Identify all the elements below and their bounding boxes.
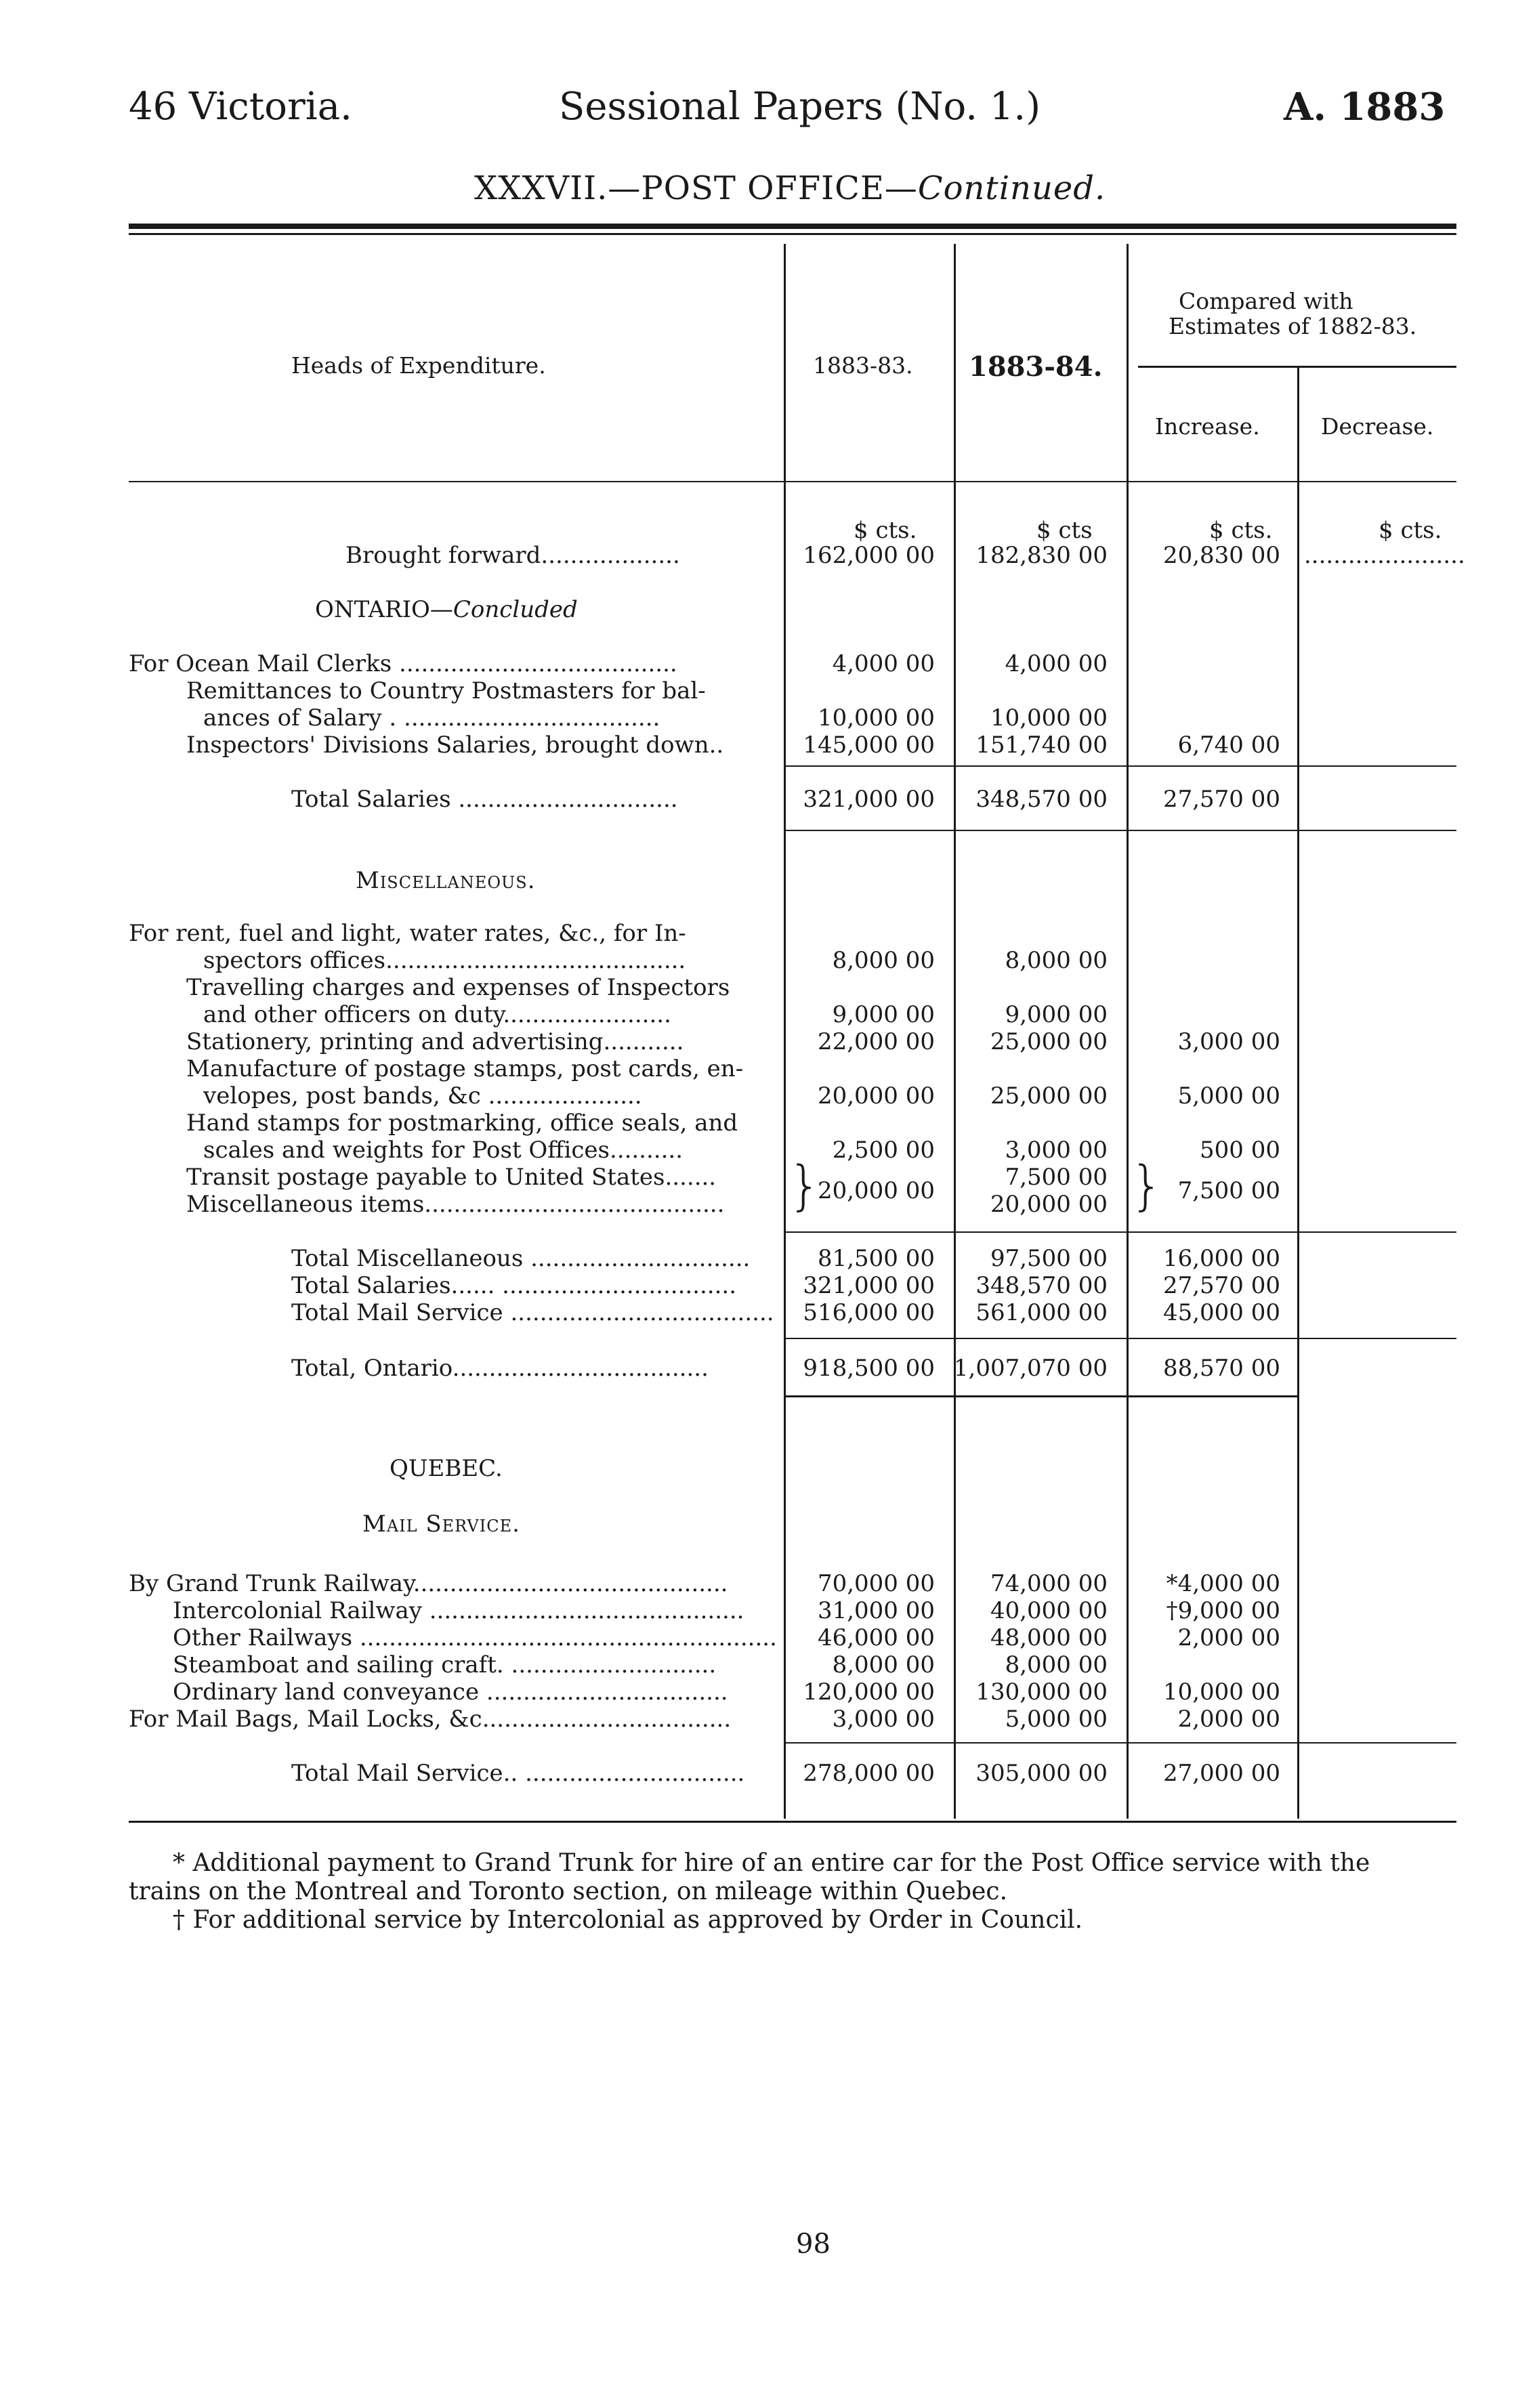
- transit-postage-1883-84: 7,500 00: [1005, 1164, 1108, 1191]
- quebec-heading: QUEBEC.: [390, 1455, 503, 1482]
- brace-1883-83: }: [788, 1156, 822, 1217]
- top-rule-thin: [129, 233, 1456, 235]
- total-ontario-increase: 88,570 00: [1162, 1355, 1280, 1382]
- total-ontario-1883-83: 918,500 00: [803, 1355, 935, 1382]
- transit-misc-combined-1883-83: 20,000 00: [817, 1177, 935, 1204]
- total-ontario-rule-bottom: [786, 1395, 1297, 1397]
- hand-stamps-1883-84: 3,000 00: [1005, 1137, 1108, 1164]
- inspectors-divisions-label: Inspectors' Divisions Salaries, brought down..: [186, 732, 724, 759]
- grand-trunk-1883-83: 70,000 00: [817, 1570, 935, 1597]
- grand-trunk-label: By Grand Trunk Railway...........................................: [129, 1570, 728, 1597]
- other-railways-1883-83: 46,000 00: [817, 1624, 935, 1651]
- total-salaries-increase: 27,570 00: [1162, 786, 1280, 813]
- inspectors-divisions-1883-84: 151,740 00: [975, 732, 1108, 759]
- bottom-rule: [129, 1821, 1456, 1823]
- stationery-1883-84: 25,000 00: [990, 1028, 1108, 1055]
- compared-with-heading: Compared with: [1179, 288, 1353, 314]
- total-mail-service-ontario-label: Total Mail Service ....................................: [291, 1299, 774, 1326]
- other-railways-label: Other Railways .........................................................: [173, 1624, 777, 1651]
- miscellaneous-items-label: Miscellaneous items.........................................: [186, 1191, 725, 1218]
- mail-service-heading: Mail Service.: [362, 1511, 520, 1538]
- steamboat-label: Steamboat and sailing craft. ............................: [173, 1651, 717, 1678]
- postage-stamps-increase: 5,000 00: [1177, 1082, 1280, 1110]
- footnote-dagger: † For additional service by Intercolonial as approved by Order in Council.: [173, 1906, 1083, 1934]
- total-mail-service-ontario-1883-84: 561,000 00: [975, 1299, 1108, 1326]
- estimates-heading: Estimates of 1882-83.: [1169, 313, 1417, 339]
- misc-totals-rule-top: [786, 1231, 1456, 1233]
- footnote-star-line1: * Additional payment to Grand Trunk for hire of an entire car for the Post Office service with the: [173, 1849, 1370, 1877]
- travelling-1883-84: 9,000 00: [1005, 1001, 1108, 1028]
- header-session: 46 Victoria.: [129, 85, 352, 129]
- quebec-total-rule-top: [786, 1742, 1456, 1744]
- total-ontario-1883-84: 1,007,070 00: [953, 1355, 1108, 1382]
- postage-stamps-label-line2: velopes, post bands, &c .....................: [203, 1082, 642, 1110]
- remittances-label-line2: ances of Salary . ...................................: [203, 704, 660, 732]
- decrease-heading: Decrease.: [1321, 413, 1434, 440]
- increase-heading: Increase.: [1155, 413, 1260, 440]
- column-rule-4: [1297, 366, 1299, 1819]
- total-ontario-rule-top: [786, 1338, 1456, 1339]
- total-mail-service-ontario-increase: 45,000 00: [1162, 1299, 1280, 1326]
- mail-bags-1883-84: 5,000 00: [1005, 1706, 1108, 1733]
- inspectors-divisions-1883-83: 145,000 00: [803, 732, 935, 759]
- other-railways-1883-84: 48,000 00: [990, 1624, 1108, 1651]
- inspectors-divisions-increase: 6,740 00: [1177, 732, 1280, 759]
- postage-stamps-1883-84: 25,000 00: [990, 1082, 1108, 1110]
- total-salaries-rule-top: [786, 765, 1456, 767]
- page-number: 98: [796, 2229, 830, 2260]
- ocean-mail-clerks-label: For Ocean Mail Clerks ......................................: [129, 650, 677, 677]
- currency-label-decrease: $ cts.: [1379, 517, 1442, 544]
- travelling-label-line1: Travelling charges and expenses of Inspectors: [186, 974, 730, 1001]
- brought-forward-decrease: ......................: [1304, 542, 1465, 569]
- mail-bags-label: For Mail Bags, Mail Locks, &c..................................: [129, 1706, 732, 1733]
- ontario-concluded-heading: ONTARIO—Concluded: [315, 596, 578, 623]
- postage-stamps-label-line1: Manufacture of postage stamps, post cards, en-: [186, 1055, 744, 1082]
- transit-postage-label: Transit postage payable to United States.......: [186, 1164, 717, 1191]
- transit-misc-combined-increase: 7,500 00: [1177, 1177, 1280, 1204]
- remittances-1883-83: 10,000 00: [817, 704, 935, 732]
- rent-fuel-1883-83: 8,000 00: [832, 947, 935, 974]
- land-conveyance-1883-83: 120,000 00: [803, 1678, 935, 1706]
- land-conveyance-1883-84: 130,000 00: [975, 1678, 1108, 1706]
- page-subtitle: [474, 169, 1106, 207]
- misc-total-salaries-1883-84: 348,570 00: [975, 1272, 1108, 1299]
- brought-forward-increase: 20,830 00: [1162, 542, 1280, 569]
- hand-stamps-label-line2: scales and weights for Post Offices..........: [203, 1137, 684, 1164]
- column-rule-2: [954, 244, 956, 1819]
- header-year: A. 1883: [1284, 85, 1446, 129]
- total-miscellaneous-1883-83: 81,500 00: [817, 1245, 935, 1272]
- steamboat-1883-83: 8,000 00: [832, 1651, 935, 1678]
- brought-forward-1883-84: 182,830 00: [975, 542, 1108, 569]
- mail-bags-increase: 2,000 00: [1177, 1706, 1280, 1733]
- mail-bags-1883-83: 3,000 00: [832, 1706, 935, 1733]
- grand-trunk-increase: *4,000 00: [1166, 1570, 1280, 1597]
- intercolonial-1883-83: 31,000 00: [817, 1597, 935, 1624]
- currency-label-col2: $ cts: [1036, 517, 1093, 544]
- total-salaries-1883-83: 321,000 00: [803, 786, 935, 813]
- hand-stamps-increase: 500 00: [1200, 1137, 1280, 1164]
- heads-of-expenditure-heading: Heads of Expenditure.: [291, 352, 546, 379]
- intercolonial-increase: †9,000 00: [1166, 1597, 1280, 1624]
- subtitle-continued: Continued.: [917, 169, 1106, 207]
- stationery-increase: 3,000 00: [1177, 1028, 1280, 1055]
- currency-label-col1: $ cts.: [854, 517, 917, 544]
- ocean-mail-clerks-1883-84: 4,000 00: [1005, 650, 1108, 677]
- brought-forward-1883-83: 162,000 00: [803, 542, 935, 569]
- miscellaneous-items-1883-84: 20,000 00: [990, 1191, 1108, 1218]
- total-salaries-rule-bottom: [786, 830, 1456, 831]
- header-sessional-papers: Sessional Papers (No. 1.): [559, 85, 1041, 129]
- total-mail-service-quebec-increase: 27,000 00: [1162, 1760, 1280, 1787]
- total-miscellaneous-label: Total Miscellaneous ..............................: [291, 1245, 751, 1272]
- footnote-star-line2: trains on the Montreal and Toronto section, on mileage within Quebec.: [129, 1878, 1008, 1905]
- postage-stamps-1883-83: 20,000 00: [817, 1082, 935, 1110]
- total-mail-service-quebec-label: Total Mail Service.. ..............................: [291, 1760, 745, 1787]
- heading-underline: [129, 481, 1456, 482]
- ocean-mail-clerks-1883-83: 4,000 00: [832, 650, 935, 677]
- hand-stamps-1883-83: 2,500 00: [832, 1137, 935, 1164]
- remittances-1883-84: 10,000 00: [990, 704, 1108, 732]
- rent-fuel-1883-84: 8,000 00: [1005, 947, 1108, 974]
- other-railways-increase: 2,000 00: [1177, 1624, 1280, 1651]
- compared-rule: [1138, 366, 1456, 368]
- column-1883-84-heading: 1883-84.: [969, 351, 1103, 383]
- column-rule-1: [784, 244, 786, 1819]
- top-rule: [129, 224, 1456, 229]
- misc-total-salaries-label: Total Salaries...... ................................: [291, 1272, 737, 1299]
- grand-trunk-1883-84: 74,000 00: [990, 1570, 1108, 1597]
- rent-fuel-label-line1: For rent, fuel and light, water rates, &c., for In-: [129, 920, 686, 947]
- hand-stamps-label-line1: Hand stamps for postmarking, office seals, and: [186, 1110, 738, 1137]
- currency-label-increase: $ cts.: [1209, 517, 1273, 544]
- total-ontario-label: Total, Ontario...................................: [291, 1355, 709, 1382]
- total-miscellaneous-1883-84: 97,500 00: [990, 1245, 1108, 1272]
- brace-increase: }: [1130, 1156, 1164, 1217]
- land-conveyance-increase: 10,000 00: [1162, 1678, 1280, 1706]
- total-salaries-label: Total Salaries ..............................: [291, 786, 678, 813]
- steamboat-1883-84: 8,000 00: [1005, 1651, 1108, 1678]
- travelling-1883-83: 9,000 00: [832, 1001, 935, 1028]
- column-rule-3: [1127, 244, 1129, 1819]
- total-mail-service-quebec-1883-83: 278,000 00: [803, 1760, 935, 1787]
- intercolonial-label: Intercolonial Railway ...........................................: [173, 1597, 744, 1624]
- remittances-label-line1: Remittances to Country Postmasters for bal-: [186, 677, 706, 704]
- subtitle-main: XXXVII.—POST OFFICE—: [474, 169, 918, 207]
- miscellaneous-heading: Miscellaneous.: [356, 867, 536, 894]
- column-1883-83-heading: 1883-83.: [813, 352, 913, 379]
- misc-total-salaries-1883-83: 321,000 00: [803, 1272, 935, 1299]
- misc-total-salaries-increase: 27,570 00: [1162, 1272, 1280, 1299]
- stationery-1883-83: 22,000 00: [817, 1028, 935, 1055]
- brought-forward-label: Brought forward...................: [345, 542, 680, 569]
- total-mail-service-quebec-1883-84: 305,000 00: [975, 1760, 1108, 1787]
- total-salaries-1883-84: 348,570 00: [975, 786, 1108, 813]
- travelling-label-line2: and other officers on duty.......................: [203, 1001, 671, 1028]
- total-miscellaneous-increase: 16,000 00: [1162, 1245, 1280, 1272]
- rent-fuel-label-line2: spectors offices.........................................: [203, 947, 686, 974]
- total-mail-service-ontario-1883-83: 516,000 00: [803, 1299, 935, 1326]
- intercolonial-1883-84: 40,000 00: [990, 1597, 1108, 1624]
- land-conveyance-label: Ordinary land conveyance .................................: [173, 1678, 728, 1706]
- stationery-label: Stationery, printing and advertising...........: [186, 1028, 684, 1055]
